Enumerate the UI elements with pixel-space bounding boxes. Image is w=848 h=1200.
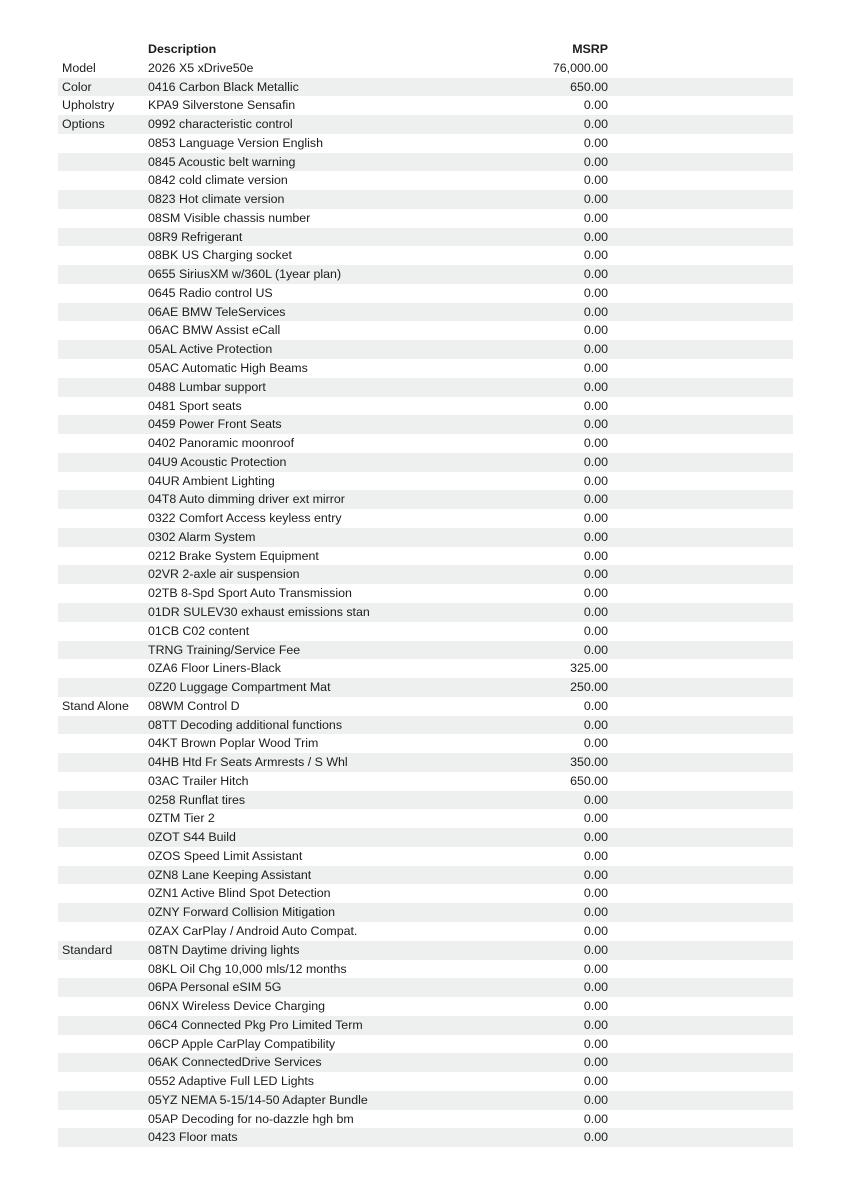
description-cell: 06C4 Connected Pkg Pro Limited Term [148, 1017, 363, 1032]
table-row [58, 884, 793, 903]
description-cell: 0ZOT S44 Build [148, 830, 236, 845]
table-row [58, 997, 793, 1016]
msrp-cell: 650.00 [570, 773, 608, 788]
table-row [58, 115, 793, 134]
table-row [58, 190, 793, 209]
msrp-cell: 250.00 [570, 680, 608, 695]
category-cell [58, 884, 148, 903]
table-row [58, 303, 793, 322]
table-row [58, 659, 793, 678]
table-row [58, 978, 793, 997]
description-cell: 04U9 Acoustic Protection [148, 454, 287, 469]
table-row [58, 472, 793, 491]
msrp-cell: 0.00 [583, 98, 608, 113]
msrp-cell: 0.00 [583, 417, 608, 432]
msrp-cell: 0.00 [583, 961, 608, 976]
table-row [58, 78, 793, 97]
description-cell: 02VR 2-axle air suspension [148, 567, 300, 582]
msrp-cell: 0.00 [583, 548, 608, 563]
msrp-cell: 0.00 [583, 285, 608, 300]
description-cell: 0ZAX CarPlay / Android Auto Compat. [148, 923, 358, 938]
description-cell: 06NX Wireless Device Charging [148, 999, 325, 1014]
description-cell: 08R9 Refrigerant [148, 229, 243, 244]
msrp-cell: 0.00 [583, 492, 608, 507]
category-cell [58, 528, 148, 547]
description-cell: 05YZ NEMA 5-15/14-50 Adapter Bundle [148, 1092, 368, 1107]
table-row [58, 246, 793, 265]
table-row [58, 153, 793, 172]
table-row [58, 1110, 793, 1129]
table-row [58, 96, 793, 115]
category-cell [58, 584, 148, 603]
msrp-cell: 0.00 [583, 867, 608, 882]
table-row [58, 228, 793, 247]
table-row [58, 171, 793, 190]
description-cell: 04HB Htd Fr Seats Armrests / S Whl [148, 755, 348, 770]
category-cell: Standard [62, 942, 113, 957]
table-row [58, 209, 793, 228]
category-cell [58, 866, 148, 885]
category-cell [58, 716, 148, 735]
category-cell [58, 490, 148, 509]
category-cell [58, 922, 148, 941]
category-cell [58, 434, 148, 453]
category-cell [58, 415, 148, 434]
description-cell: 0645 Radio control US [148, 285, 273, 300]
category-cell [58, 641, 148, 660]
category-cell [58, 1053, 148, 1072]
table-row [58, 734, 793, 753]
table-row [58, 59, 793, 78]
table-row [58, 678, 793, 697]
table-row [58, 265, 793, 284]
category-cell [58, 753, 148, 772]
msrp-cell: 0.00 [583, 1036, 608, 1051]
msrp-cell: 0.00 [583, 398, 608, 413]
description-cell: 0ZA6 Floor Liners-Black [148, 661, 281, 676]
category-column-header [58, 40, 148, 59]
category-cell [58, 397, 148, 416]
category-cell [58, 453, 148, 472]
msrp-cell: 0.00 [583, 342, 608, 357]
msrp-cell: 0.00 [583, 1055, 608, 1070]
category-cell [58, 565, 148, 584]
category-cell: Upholstry [62, 98, 115, 113]
table-row [58, 941, 793, 960]
msrp-cell: 0.00 [583, 736, 608, 751]
description-cell: 0823 Hot climate version [148, 192, 285, 207]
description-cell: 08KL Oil Chg 10,000 mls/12 months [148, 961, 347, 976]
msrp-cell: 0.00 [583, 999, 608, 1014]
msrp-cell: 0.00 [583, 454, 608, 469]
description-cell: 05AL Active Protection [148, 342, 273, 357]
description-cell: 0ZN8 Lane Keeping Assistant [148, 867, 312, 882]
description-cell: 0ZTM Tier 2 [148, 811, 215, 826]
category-cell [58, 678, 148, 697]
description-cell: 0655 SiriusXM w/360L (1year plan) [148, 267, 342, 282]
msrp-cell: 0.00 [583, 117, 608, 132]
description-cell: TRNG Training/Service Fee [148, 642, 301, 657]
description-cell: 04KT Brown Poplar Wood Trim [148, 736, 319, 751]
category-cell [58, 960, 148, 979]
msrp-cell: 650.00 [570, 79, 608, 94]
msrp-cell: 0.00 [583, 529, 608, 544]
table-row [58, 903, 793, 922]
description-cell: 06AE BMW TeleServices [148, 304, 286, 319]
category-cell [58, 1016, 148, 1035]
category-cell [58, 903, 148, 922]
description-cell: 0ZN1 Active Blind Spot Detection [148, 886, 331, 901]
table-row [58, 453, 793, 472]
msrp-cell: 0.00 [583, 604, 608, 619]
msrp-cell: 0.00 [583, 830, 608, 845]
msrp-cell: 0.00 [583, 698, 608, 713]
table-row [58, 434, 793, 453]
msrp-cell: 0.00 [583, 1017, 608, 1032]
msrp-cell: 0.00 [583, 323, 608, 338]
table-row [58, 1128, 793, 1147]
category-cell [58, 209, 148, 228]
table-row [58, 1072, 793, 1091]
msrp-cell: 0.00 [583, 567, 608, 582]
table-row [58, 809, 793, 828]
description-cell: 0488 Lumbar support [148, 379, 266, 394]
category-cell [58, 228, 148, 247]
msrp-cell: 0.00 [583, 886, 608, 901]
description-cell: 0ZOS Speed Limit Assistant [148, 848, 303, 863]
category-cell [58, 134, 148, 153]
msrp-cell: 0.00 [583, 192, 608, 207]
category-cell [58, 1091, 148, 1110]
category-cell [58, 1035, 148, 1054]
description-cell: 06CP Apple CarPlay Compatibility [148, 1036, 336, 1051]
category-cell [58, 171, 148, 190]
table-row [58, 697, 793, 716]
category-cell [58, 265, 148, 284]
category-cell [58, 978, 148, 997]
category-cell: Model [62, 60, 96, 75]
description-cell: 0842 cold climate version [148, 173, 288, 188]
msrp-cell: 0.00 [583, 811, 608, 826]
category-cell [58, 153, 148, 172]
description-cell: 0212 Brake System Equipment [148, 548, 319, 563]
msrp-cell: 76,000.00 [552, 60, 608, 75]
description-cell: 05AC Automatic High Beams [148, 361, 308, 376]
description-cell: 01DR SULEV30 exhaust emissions stan [148, 604, 370, 619]
msrp-cell: 0.00 [583, 623, 608, 638]
table-row [58, 960, 793, 979]
table-row [58, 415, 793, 434]
table-row [58, 321, 793, 340]
msrp-cell: 0.00 [583, 1074, 608, 1089]
category-cell [58, 509, 148, 528]
table-row [58, 603, 793, 622]
msrp-cell: 0.00 [583, 361, 608, 376]
table-row [58, 584, 793, 603]
category-cell [58, 772, 148, 791]
table-row [58, 509, 793, 528]
msrp-cell: 0.00 [583, 905, 608, 920]
msrp-cell: 0.00 [583, 436, 608, 451]
description-cell: 0552 Adaptive Full LED Lights [148, 1074, 315, 1089]
msrp-cell: 0.00 [583, 942, 608, 957]
description-cell: 0459 Power Front Seats [148, 417, 282, 432]
msrp-cell: 0.00 [583, 848, 608, 863]
msrp-cell: 350.00 [570, 755, 608, 770]
description-cell: 05AP Decoding for no-dazzle hgh bm [148, 1111, 354, 1126]
description-cell: 03AC Trailer Hitch [148, 773, 249, 788]
msrp-cell: 0.00 [583, 1130, 608, 1145]
table-row [58, 1016, 793, 1035]
msrp-cell: 0.00 [583, 210, 608, 225]
description-column-header: Description [148, 42, 217, 56]
table-row [58, 378, 793, 397]
table-row [58, 772, 793, 791]
description-cell: KPA9 Silverstone Sensafin [148, 98, 296, 113]
table-row [58, 359, 793, 378]
table-row [58, 828, 793, 847]
description-cell: 0402 Panoramic moonroof [148, 436, 295, 451]
msrp-cell: 0.00 [583, 154, 608, 169]
description-cell: 0Z20 Luggage Compartment Mat [148, 680, 331, 695]
table-body [58, 59, 793, 1147]
table-row [58, 547, 793, 566]
table-row [58, 340, 793, 359]
category-cell: Options [62, 117, 105, 132]
description-cell: 06AK ConnectedDrive Services [148, 1055, 322, 1070]
msrp-cell: 0.00 [583, 1111, 608, 1126]
table-row [58, 847, 793, 866]
description-cell: 08TT Decoding additional functions [148, 717, 343, 732]
description-cell: 0845 Acoustic belt warning [148, 154, 296, 169]
msrp-cell: 0.00 [583, 379, 608, 394]
category-cell [58, 659, 148, 678]
description-cell: 0258 Runflat tires [148, 792, 246, 807]
msrp-cell: 0.00 [583, 980, 608, 995]
msrp-cell: 0.00 [583, 173, 608, 188]
msrp-cell: 325.00 [570, 661, 608, 676]
description-cell: 0423 Floor mats [148, 1130, 238, 1145]
category-cell [58, 603, 148, 622]
msrp-cell: 0.00 [583, 473, 608, 488]
description-cell: 08TN Daytime driving lights [148, 942, 300, 957]
description-cell: 0302 Alarm System [148, 529, 256, 544]
msrp-cell: 0.00 [583, 1092, 608, 1107]
description-cell: 04T8 Auto dimming driver ext mirror [148, 492, 345, 507]
description-cell: 06AC BMW Assist eCall [148, 323, 281, 338]
msrp-cell: 0.00 [583, 717, 608, 732]
category-cell [58, 284, 148, 303]
table-row [58, 1035, 793, 1054]
category-cell [58, 378, 148, 397]
category-cell [58, 340, 148, 359]
table-row [58, 622, 793, 641]
table-row [58, 641, 793, 660]
description-cell: 01CB C02 content [148, 623, 250, 638]
msrp-cell: 0.00 [583, 792, 608, 807]
category-cell [58, 472, 148, 491]
msrp-cell: 0.00 [583, 642, 608, 657]
table-row [58, 1053, 793, 1072]
table-row [58, 1091, 793, 1110]
category-cell [58, 847, 148, 866]
description-cell: 04UR Ambient Lighting [148, 473, 275, 488]
description-cell: 06PA Personal eSIM 5G [148, 980, 282, 995]
table-row [58, 490, 793, 509]
table-row [58, 565, 793, 584]
msrp-cell: 0.00 [583, 135, 608, 150]
table-row [58, 791, 793, 810]
category-cell [58, 791, 148, 810]
category-cell [58, 303, 148, 322]
description-cell: 08WM Control D [148, 698, 240, 713]
description-cell: 2026 X5 xDrive50e [148, 60, 254, 75]
table-row [58, 284, 793, 303]
description-cell: 0481 Sport seats [148, 398, 242, 413]
category-cell [58, 246, 148, 265]
msrp-cell: 0.00 [583, 229, 608, 244]
category-cell [58, 547, 148, 566]
category-cell: Color [62, 79, 92, 94]
description-cell: 08BK US Charging socket [148, 248, 292, 263]
vehicle-options-price-table [58, 40, 793, 1147]
msrp-cell: 0.00 [583, 511, 608, 526]
table-row [58, 716, 793, 735]
category-cell [58, 1110, 148, 1129]
category-cell [58, 190, 148, 209]
category-cell [58, 1072, 148, 1091]
description-cell: 08SM Visible chassis number [148, 210, 311, 225]
msrp-cell: 0.00 [583, 923, 608, 938]
category-cell: Stand Alone [62, 698, 129, 713]
description-cell: 0416 Carbon Black Metallic [148, 79, 299, 94]
category-cell [58, 828, 148, 847]
description-cell: 02TB 8-Spd Sport Auto Transmission [148, 586, 352, 601]
description-cell: 0992 characteristic control [148, 117, 293, 132]
category-cell [58, 359, 148, 378]
category-cell [58, 997, 148, 1016]
msrp-cell: 0.00 [583, 304, 608, 319]
description-cell: 0853 Language Version English [148, 135, 323, 150]
table-row [58, 397, 793, 416]
category-cell [58, 809, 148, 828]
msrp-cell: 0.00 [583, 267, 608, 282]
table-row [58, 866, 793, 885]
msrp-cell: 0.00 [583, 248, 608, 263]
table-header-row [58, 40, 793, 59]
table-row [58, 134, 793, 153]
description-cell: 0ZNY Forward Collision Mitigation [148, 905, 336, 920]
category-cell [58, 622, 148, 641]
table-row [58, 753, 793, 772]
category-cell [58, 321, 148, 340]
category-cell [58, 1128, 148, 1147]
table-row [58, 528, 793, 547]
description-cell: 0322 Comfort Access keyless entry [148, 511, 342, 526]
table-row [58, 922, 793, 941]
category-cell [58, 734, 148, 753]
msrp-column-header: MSRP [572, 42, 608, 56]
msrp-cell: 0.00 [583, 586, 608, 601]
